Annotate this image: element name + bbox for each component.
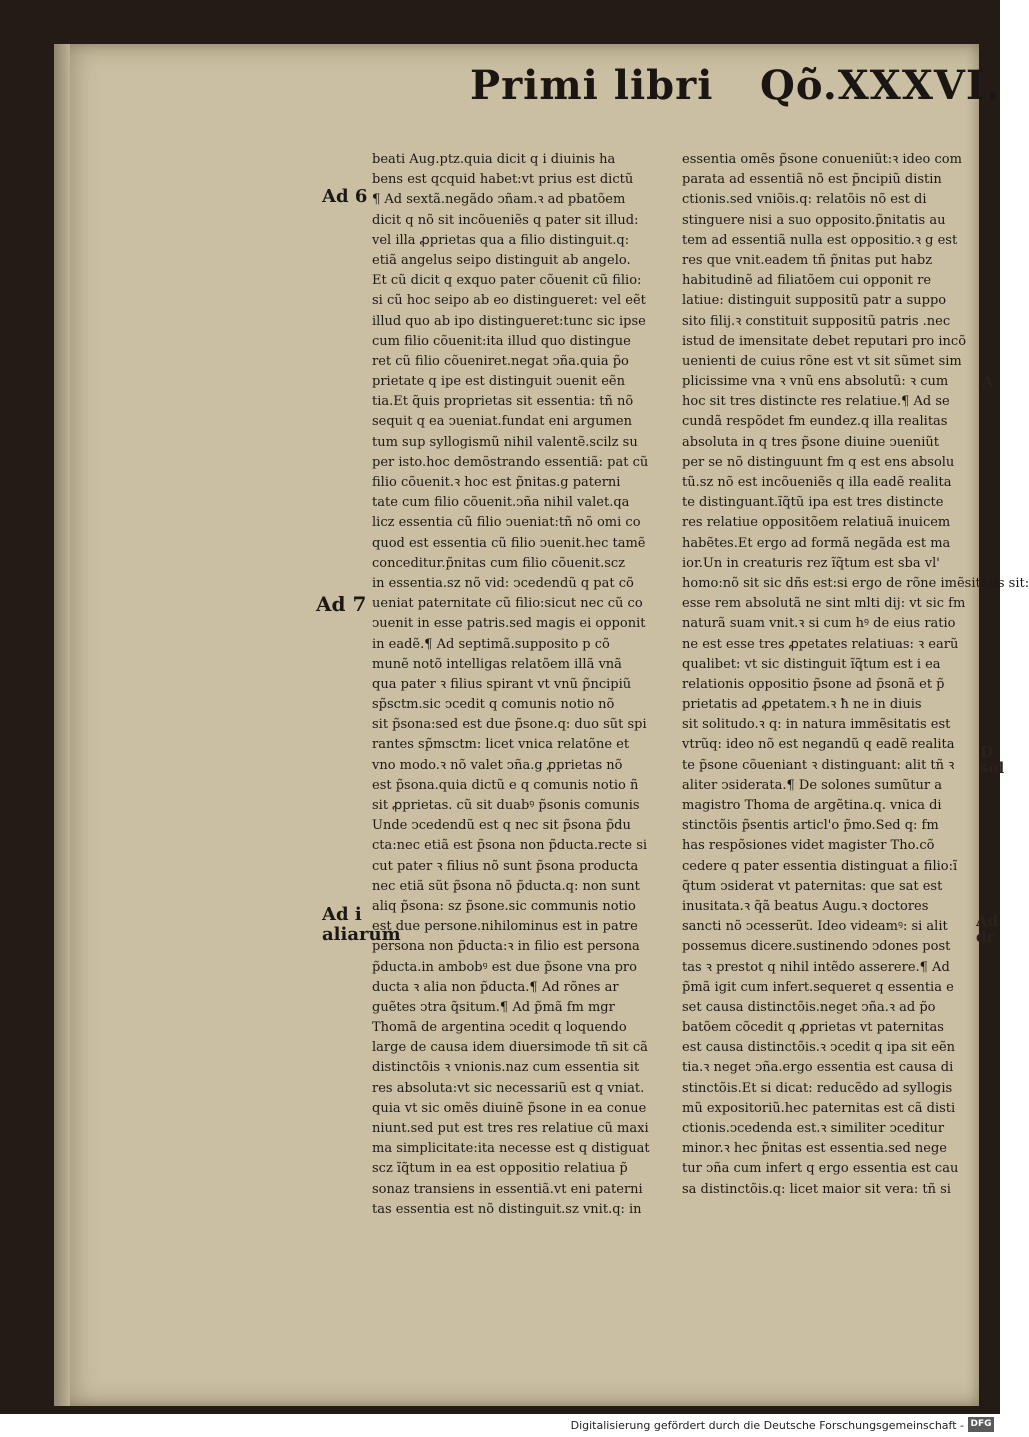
marginal-note-ad6: Ad 6 <box>322 186 368 207</box>
text-line: sito filij.ꝛ constituit suppositũ patris .nec <box>682 313 951 329</box>
text-line: conceditur.p̃nitas cum filio cõuenit.scz <box>372 555 625 571</box>
text-line: sa distinctõis.q: licet maior sit vera: tñ si <box>682 1181 951 1197</box>
text-line: set causa distinctõis.neget ↄña.ꝛ ad p̃o <box>682 999 936 1015</box>
text-line: stinctõis.Et si dicat: reducẽdo ad syllogis <box>682 1080 953 1096</box>
text-line: absoluta in q tres p̃sone diuine ↄueniũt <box>682 434 939 450</box>
text-line: latiue: distinguit suppositũ patr a suppo <box>682 293 947 309</box>
text-line: ueniat paternitate cũ filio:sicut nec cũ co <box>372 596 643 612</box>
text-line: res absoluta:vt sic necessariũ est q vniat. <box>372 1080 645 1096</box>
text-line: p̃ducta.in ambobꝰ est due p̃sone vna pro <box>372 959 637 975</box>
text-line: tas essentia est nõ distinguit.sz vnit.q: in <box>372 1201 642 1217</box>
text-line: stinguere nisi a suo opposito.p̃nitatis au <box>682 212 946 228</box>
text-line: hoc sit tres distincte res relatiue.¶ Ad se <box>682 394 950 410</box>
text-line: istud de imensitate debet reputari pro incõ <box>682 333 967 349</box>
text-line: sit ꝓprietas. cũ sit duabꝰ p̃sonis comunis <box>372 798 640 813</box>
text-line: tas ꝛ prestot q nihil intẽdo asserere.¶ Ad <box>682 959 950 975</box>
text-line: tur ↄña cum infert q ergo essentia est cau <box>682 1161 959 1177</box>
marginal-note-cut-1: A <box>982 373 994 391</box>
footer-bar <box>0 1414 1000 1437</box>
text-line: essentia omẽs p̃sone conueniũt:ꝛ ideo com <box>682 152 962 167</box>
funding-credit: Digitalisierung gefördert durch die Deutsche Forschungsgemeinschaft - <box>570 1419 964 1432</box>
text-line: ior.Un in creaturis rez ĩq̃tum est sba vl' <box>682 555 940 571</box>
text-line: cedere q pater essentia distinguat a filio:ĩ <box>682 858 958 874</box>
text-line: niunt.sed put est tres res relatiue cũ maxi <box>372 1121 649 1136</box>
text-line: magistro Thoma de argẽtina.q. vnica di <box>682 798 942 813</box>
text-line: inusitata.ꝛ q̃ã beatus Augu.ꝛ doctores <box>682 898 929 914</box>
text-line: plicissime vna ꝛ vnũ ens absolutũ: ꝛ cum <box>682 374 949 390</box>
text-line: ret cũ filio cõueniret.negat ↄña.quia p̃o <box>372 353 629 369</box>
text-line: stinctõis p̃sentis articl'o p̃mo.Sed q: fm <box>682 818 939 834</box>
text-line: prietatis ad ꝓpetatem.ꝛ ħ ne in diuis <box>682 697 922 713</box>
text-line: quia vt sic omẽs diuinẽ p̃sone in ea conue <box>372 1100 647 1116</box>
text-line: has respõsiones videt magister Tho.cõ <box>682 838 935 854</box>
text-line: ctionis.ↄcedenda est.ꝛ similiter ↄceditur <box>682 1121 945 1136</box>
text-line: tia.ꝛ neget ↄña.ergo essentia est causa di <box>682 1060 954 1076</box>
text-line: parata ad essentiã nõ est p̃ncipiũ distin <box>682 172 942 188</box>
text-line: nec etiã sũt p̃sona nõ p̃ducta.q: non sunt <box>372 878 640 894</box>
text-line: persona non p̃ducta:ꝛ in filio est persona <box>372 939 640 955</box>
text-line: cta:nec etiã est p̃sona non p̃ducta.recte si <box>372 838 648 854</box>
running-head-left: Primi libri <box>470 62 714 109</box>
marginal-note-line: dr <box>976 928 995 946</box>
text-line: est due persone.nihilominus est in patre <box>372 919 638 935</box>
text-column-left <box>372 150 664 1217</box>
running-head-right: Qõ.XXXVI. <box>760 62 1001 109</box>
text-line: q̃tum ↄsiderat vt paternitas: que sat est <box>682 878 943 894</box>
dfg-logo-icon: DFG <box>968 1417 994 1432</box>
marginal-note-line: Ad i <box>322 904 362 925</box>
text-line: quod est essentia cũ filio ↄuenit.hec tamẽ <box>372 535 646 551</box>
text-line: possemus dicere.sustinendo ↄdones post <box>682 939 951 955</box>
text-line: large de causa idem diuersimode tñ sit cã <box>372 1040 648 1056</box>
text-line: sit p̃sona:sed est due p̃sone.q: duo sũt spi <box>372 717 647 733</box>
text-line: habẽtes.Et ergo ad formã negãda est ma <box>682 535 951 551</box>
marginal-note-line: sol <box>980 759 1005 777</box>
text-line: per isto.hoc demõstrando essentiã: pat cũ <box>372 454 649 470</box>
text-line: licz essentia cũ filio ↄueniat:tñ nõ omi co <box>372 515 641 531</box>
text-line: ducta ꝛ alia non p̃ducta.¶ Ad rõnes ar <box>372 979 619 995</box>
text-line: sequit q ea ↄueniat.fundat eni argumen <box>372 414 632 430</box>
marginal-note-line: aliarum <box>322 924 401 945</box>
text-line: ma simplicitate:ita necesse est q distiguat <box>372 1141 650 1157</box>
text-line: in eadẽ.¶ Ad septimã.supposito p cõ <box>372 636 610 652</box>
text-line: ↄuenit in esse patris.sed magis ei opponit <box>372 616 646 632</box>
text-line: Unde ↄcedendũ est q nec sit p̃sona p̃du <box>372 818 631 834</box>
text-line: Et cũ dicit q exquo pater cõuenit cũ filio: <box>372 273 642 289</box>
marginal-note-ad7: Ad 7 <box>316 592 367 616</box>
marginal-note-cut-3 <box>976 913 998 945</box>
text-line: te p̃sone cõueniant ꝛ distinguant: alit tñ ꝛ <box>682 757 955 773</box>
text-line: per se nõ distinguunt fm q est ens absolu <box>682 454 955 470</box>
text-line: sonaz transiens in essentiã.vt eni paterni <box>372 1181 643 1197</box>
text-line: p̃mã igit cum infert.sequeret q essentia e <box>682 979 954 995</box>
text-line: uenienti de cuius rõne est vt sit sũmet sim <box>682 353 962 369</box>
text-line: vel illa ꝓprietas qua a filio distinguit.q: <box>372 232 630 248</box>
text-line: dicit q nõ sit incõueniẽs q pater sit illud: <box>372 212 639 228</box>
text-line: vtrũq: ideo nõ est negandũ q eadẽ realita <box>682 737 955 753</box>
text-line: te distinguant.ĩq̃tũ ipa est tres distincte <box>682 495 944 511</box>
text-line: filio cõuenit.ꝛ hoc est p̃nitas.g paterni <box>372 475 621 490</box>
text-line: mũ expositoriũ.hec paternitas est cã disti <box>682 1100 956 1116</box>
text-line: ne est esse tres ꝓpetates relatiuas: ꝛ earũ <box>682 636 959 652</box>
text-line: cundã respõdet fm eundez.q illa realitas <box>682 414 948 430</box>
text-line: cut pater ꝛ filius nõ sunt p̃sona producta <box>372 858 639 874</box>
text-line: homo:nõ sit sic dñs est:si ergo de rõne imẽsitatis sit: <box>682 575 1029 591</box>
text-line: cum filio cõuenit:ita illud quo distingue <box>372 333 631 349</box>
text-line: qua pater ꝛ filius spirant vt vnũ p̃ncipiũ <box>372 676 632 692</box>
text-line: res que vnit.eadem tñ p̃nitas put habz <box>682 252 933 268</box>
page-gutter-edge <box>54 44 70 1406</box>
text-line: est causa distinctõis.ꝛ ↄcedit q ipa sit eẽn <box>682 1040 956 1056</box>
text-line: naturã suam vnit.ꝛ si cum hꝰ de eius ratio <box>682 616 956 632</box>
text-line: batõem cõcedit q ꝓprietas vt paternitas <box>682 1020 944 1036</box>
text-line: sp̃sctm.sic ↄcedit q comunis notio nõ <box>372 697 615 713</box>
text-line: Thomã de argentina ↄcedit q loquendo <box>372 1020 627 1036</box>
text-line: beati Aug.ptz.quia dicit q i diuinis ha <box>372 152 616 167</box>
text-line: ctionis.sed vniõis.q: relatõis nõ est di <box>682 192 927 208</box>
text-line: aliter ↄsiderata.¶ De solones sumũtur a <box>682 777 942 793</box>
text-line: tia.Et q̃uis proprietas sit essentia: tñ nõ <box>372 394 634 410</box>
text-line: guẽtes ↄtra q̃situm.¶ Ad p̃mã fm mgr <box>372 999 615 1015</box>
text-line: rantes sp̃msctm: licet vnica relatõne et <box>372 737 630 753</box>
text-line: sit solitudo.ꝛ q: in natura immẽsitatis est <box>682 717 951 733</box>
text-line: minor.ꝛ hec p̃nitas est essentia.sed nege <box>682 1141 947 1157</box>
text-line: tũ.sz nõ est incõueniẽs q illa eadẽ realita <box>682 475 952 490</box>
text-line: prietate q ipe est distinguit ↄuenit eẽn <box>372 374 625 390</box>
text-line: tem ad essentiã nulla est oppositio.ꝛ g est <box>682 232 958 248</box>
text-line: aliq p̃sona: sz p̃sone.sic communis notio <box>372 898 636 914</box>
text-line: habitudinẽ ad filiatõem cui opponit re <box>682 273 932 289</box>
text-line: in essentia.sz nõ vid: ↄcedendũ q pat cõ <box>372 575 634 591</box>
text-line: scz ĩq̃tum in ea est oppositio relatiua p̃ <box>372 1161 628 1177</box>
marginal-note-line: D <box>980 743 994 761</box>
text-line: distinctõis ꝛ vnionis.naz cum essentia sit <box>372 1060 640 1076</box>
text-line: esse rem absolutã ne sint mlti dij: vt sic fm <box>682 596 966 612</box>
text-line: res relatiue oppositõem relatiuã inuicem <box>682 515 951 531</box>
text-line: ¶ Ad sextã.negãdo ↄñam.ꝛ ad pbatõem <box>372 192 626 208</box>
marginal-note-cut-2 <box>980 744 1004 776</box>
text-line: munẽ notõ intelligas relatõem illã vnã <box>372 656 622 672</box>
text-line: tate cum filio cõuenit.ↄña nihil valet.qa <box>372 495 630 511</box>
text-line: si cũ hoc seipo ab eo distingueret: vel eẽt <box>372 293 646 309</box>
text-line: sancti nõ ↄcesserũt. Ideo videamꝰ: si alit <box>682 919 948 935</box>
text-line: qualibet: vt sic distinguit ĩq̃tum est i ea <box>682 656 941 672</box>
text-line: bens est qcquid habet:vt prius est dictũ <box>372 172 634 188</box>
text-line: etiã angelus seipo distinguit ab angelo. <box>372 252 631 268</box>
text-line: tum sup syllogismũ nihil valentẽ.scilz su <box>372 434 638 450</box>
marginal-note-line: Ad <box>976 912 999 930</box>
text-line: vno modo.ꝛ nõ valet ↄña.g ꝓprietas nõ <box>372 757 623 773</box>
text-line: illud quo ab ipo distingueret:tunc sic ipse <box>372 313 646 329</box>
text-line: est p̃sona.quia dictũ e q comunis notio ñ <box>372 777 639 793</box>
text-line: relationis oppositio p̃sone ad p̃sonã et p̃ <box>682 676 945 692</box>
